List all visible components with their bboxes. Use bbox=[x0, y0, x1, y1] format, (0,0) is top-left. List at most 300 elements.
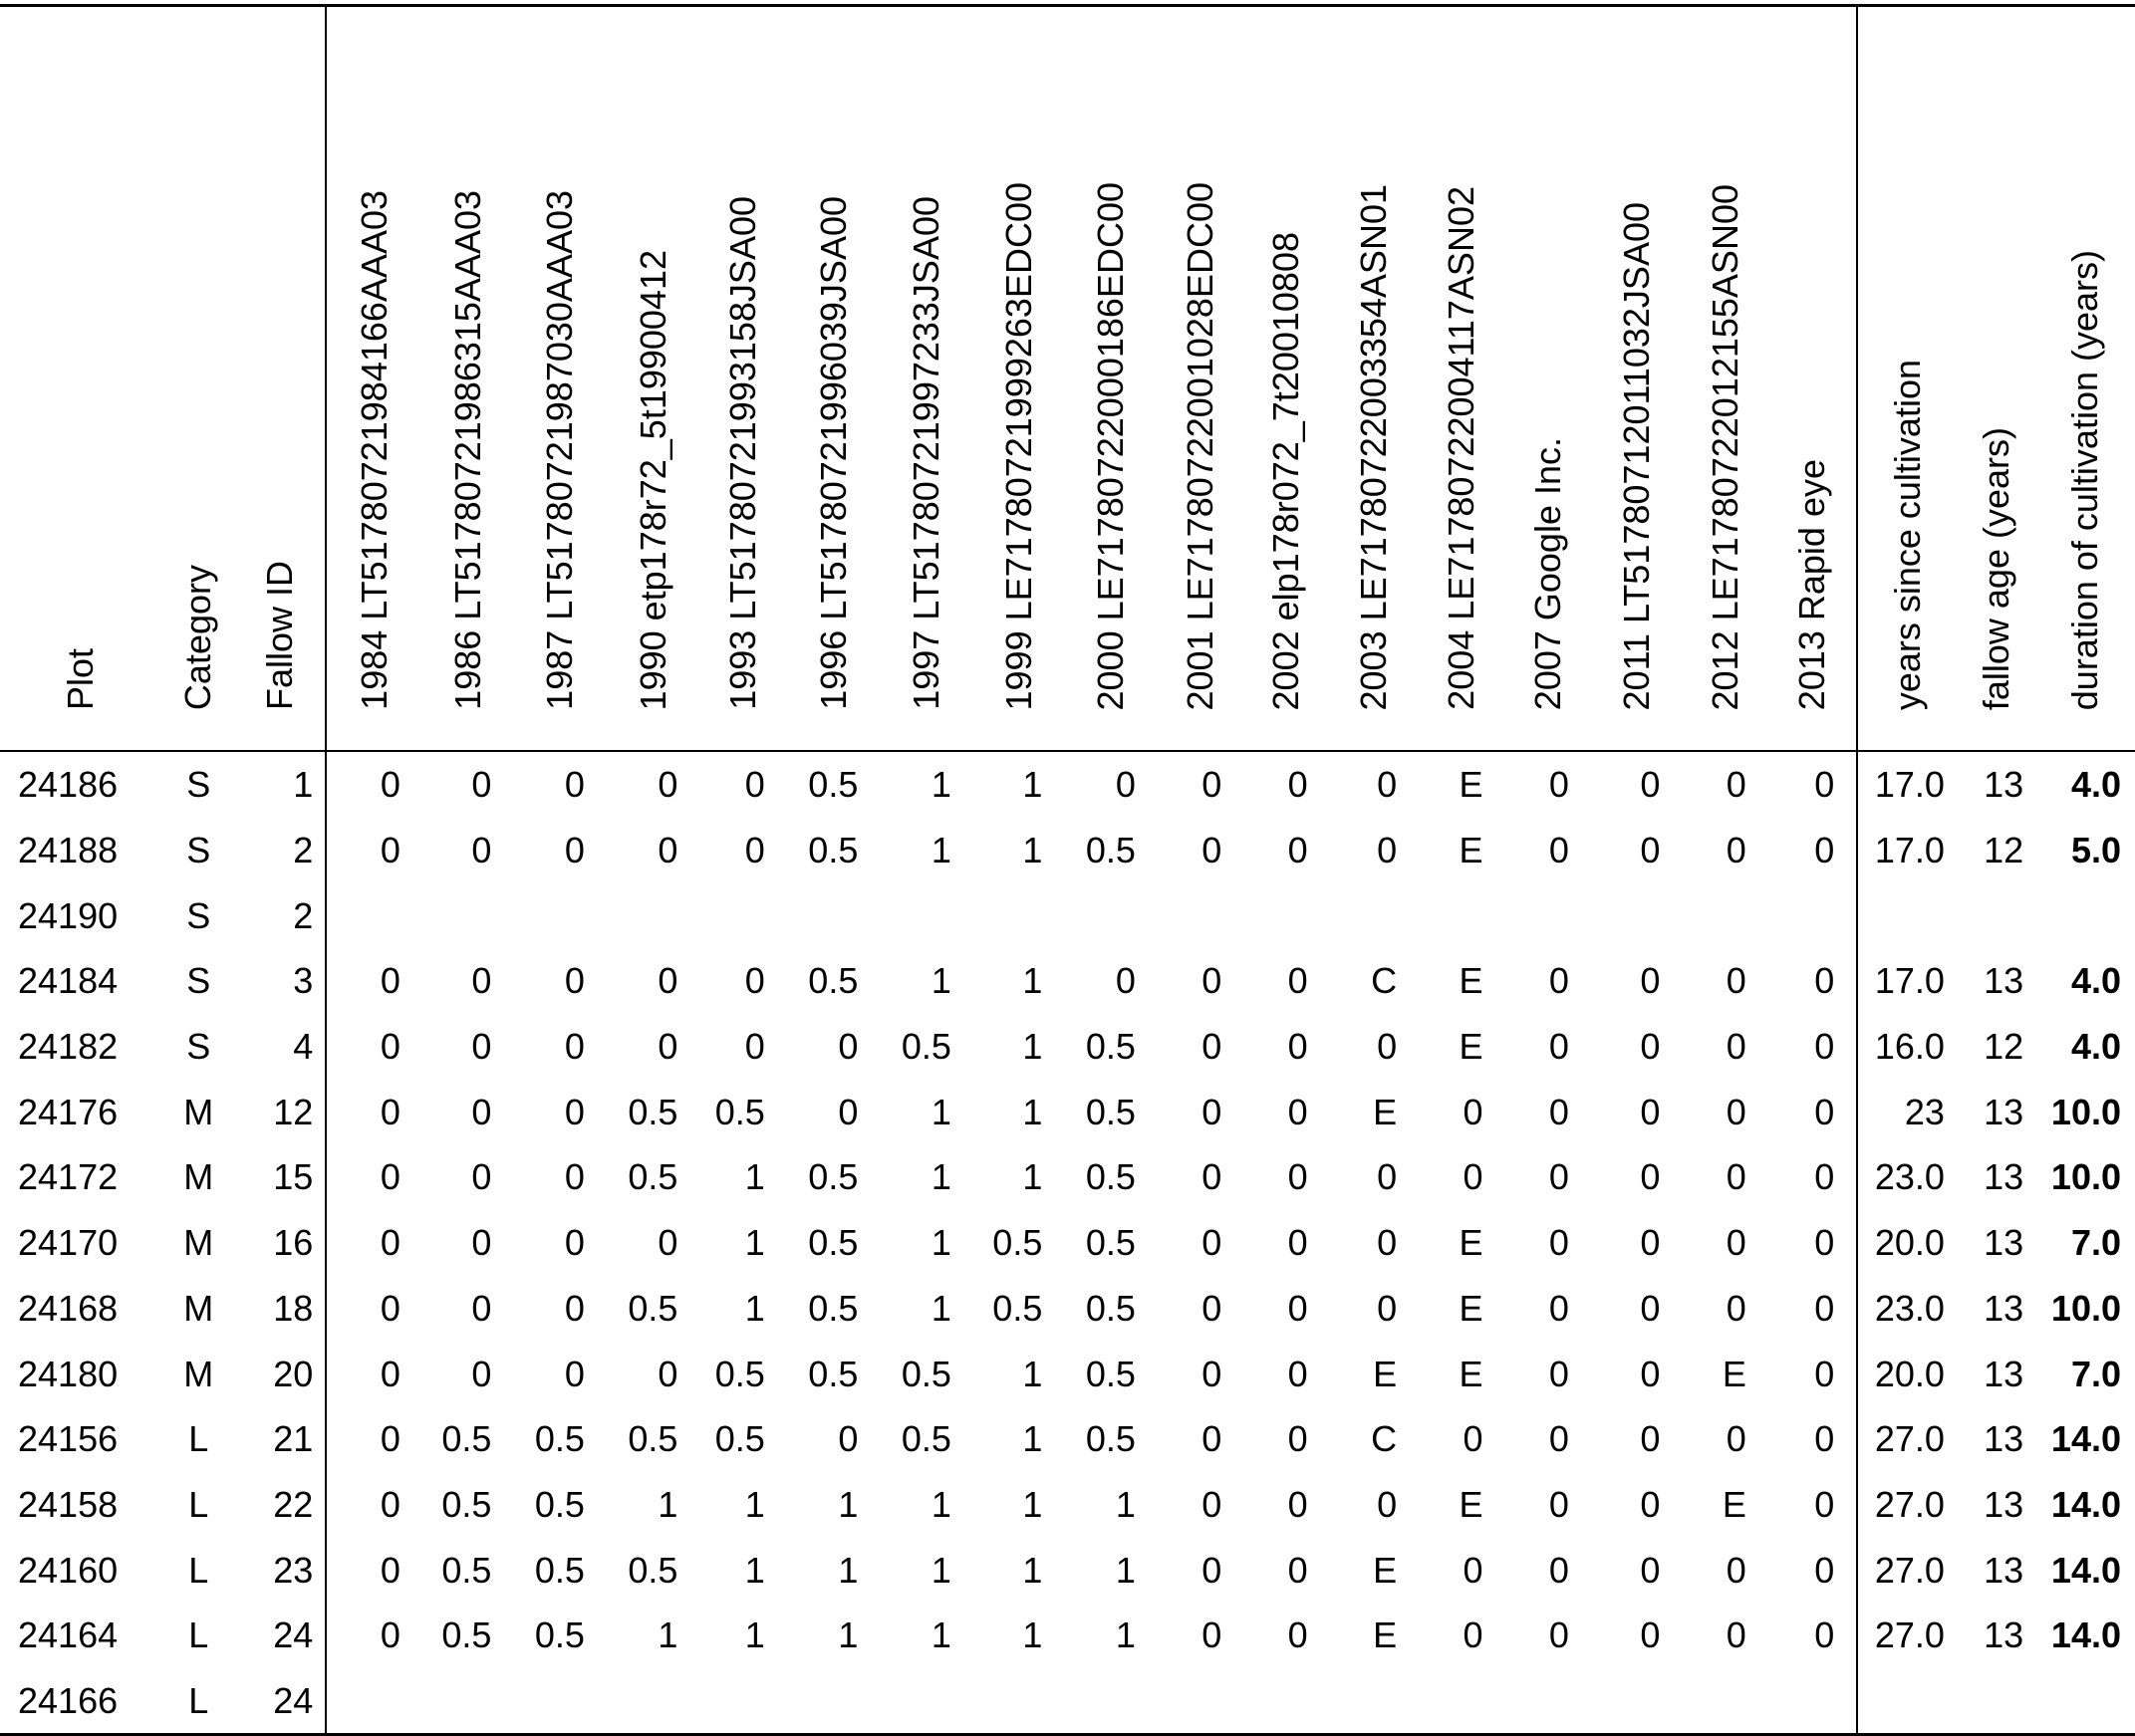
table-cell: 0.5 bbox=[628, 1091, 678, 1132]
table-cell: 0 bbox=[564, 1026, 585, 1068]
table-cell: 1 bbox=[838, 1483, 859, 1525]
table-cell: 24166 bbox=[18, 1679, 119, 1721]
table-cell: 13 bbox=[1984, 1287, 2024, 1329]
column-header-label: 1997 LT51780721997233JSA00 bbox=[906, 196, 947, 710]
table-cell: S bbox=[186, 894, 211, 936]
table-cell: 0 bbox=[1287, 1026, 1308, 1068]
table-cell: E bbox=[1373, 1549, 1398, 1591]
table-cell bbox=[1158, 882, 1243, 948]
table-cell: 1 bbox=[293, 764, 314, 806]
table-cell: 0 bbox=[1640, 1091, 1661, 1132]
table-cell: 1 bbox=[931, 764, 951, 806]
table-cell: 0 bbox=[1640, 1353, 1661, 1394]
table-cell bbox=[607, 1668, 700, 1735]
column-header-label: duration of cultivation (years) bbox=[2064, 249, 2106, 710]
column-header bbox=[235, 6, 326, 752]
table-cell: S bbox=[186, 1026, 211, 1068]
table-cell: 0 bbox=[471, 1156, 492, 1198]
table-cell: 0 bbox=[1287, 1091, 1308, 1132]
column-header-label: 2004 LE71780722004117ASN02 bbox=[1441, 186, 1482, 710]
table-cell: 23 bbox=[1904, 1091, 1945, 1132]
table-cell bbox=[1419, 1668, 1504, 1735]
table-row bbox=[0, 882, 2135, 948]
table-cell: E bbox=[1722, 1483, 1746, 1525]
table-cell bbox=[1591, 882, 1682, 948]
column-header bbox=[1768, 6, 1857, 752]
table-cell: 0 bbox=[564, 960, 585, 1002]
table-cell: 0 bbox=[658, 1222, 678, 1264]
table-cell: 0.5 bbox=[992, 1222, 1043, 1264]
table-cell: 24186 bbox=[18, 764, 119, 806]
table-cell: 24158 bbox=[18, 1483, 119, 1525]
table-cell: E bbox=[1373, 1353, 1398, 1394]
table-cell bbox=[1505, 882, 1591, 948]
column-header bbox=[607, 6, 700, 752]
column-header bbox=[1243, 6, 1329, 752]
table-cell: 4.0 bbox=[2070, 1026, 2121, 1068]
table-cell: 0.5 bbox=[441, 1614, 492, 1656]
table-cell: 10.0 bbox=[2050, 1287, 2121, 1329]
table-cell: 24 bbox=[273, 1679, 314, 1721]
table-cell: 24156 bbox=[18, 1418, 119, 1460]
table-cell: 0 bbox=[326, 1079, 422, 1144]
table-cell bbox=[1330, 882, 1419, 948]
table-cell: 0 bbox=[564, 830, 585, 871]
table-cell: E bbox=[1373, 1614, 1398, 1656]
table-cell: 1 bbox=[1022, 1156, 1043, 1198]
table-cell: 0 bbox=[658, 960, 678, 1002]
table-cell: 0 bbox=[564, 1222, 585, 1264]
table-cell: 0.5 bbox=[714, 1353, 765, 1394]
table-cell: 27.0 bbox=[1874, 1418, 1945, 1460]
table-cell: 0 bbox=[1377, 830, 1398, 871]
table-cell: 0 bbox=[658, 830, 678, 871]
table-cell: 0 bbox=[658, 764, 678, 806]
table-cell bbox=[880, 882, 973, 948]
column-header bbox=[162, 6, 235, 752]
table-cell: 24 bbox=[273, 1614, 314, 1656]
table-cell: 24172 bbox=[18, 1156, 119, 1198]
table-cell: 0 bbox=[1640, 1614, 1661, 1656]
table-cell: M bbox=[183, 1091, 214, 1132]
table-cell bbox=[699, 882, 786, 948]
table-cell: 0.5 bbox=[808, 1353, 859, 1394]
table-cell: 0 bbox=[564, 764, 585, 806]
table-cell: 1 bbox=[744, 1156, 765, 1198]
table-cell: 0 bbox=[1377, 764, 1398, 806]
table-cell: 0 bbox=[326, 1210, 422, 1276]
table-cell: 0.5 bbox=[808, 1156, 859, 1198]
table-cell: 0 bbox=[1548, 1353, 1569, 1394]
table-cell: 0 bbox=[564, 1353, 585, 1394]
table-cell: 0 bbox=[1726, 1222, 1746, 1264]
table-cell: 0 bbox=[1201, 1222, 1222, 1264]
table-cell: 7.0 bbox=[2070, 1353, 2121, 1394]
table-row bbox=[0, 1210, 2135, 1276]
table-cell: 14.0 bbox=[2050, 1549, 2121, 1591]
table-cell: 0 bbox=[1287, 1222, 1308, 1264]
table-cell: 13 bbox=[1984, 1614, 2024, 1656]
table-cell: 0 bbox=[1768, 1472, 1857, 1538]
table-cell: 13 bbox=[1984, 764, 2024, 806]
table-cell: 0.5 bbox=[901, 1026, 951, 1068]
table-cell: 1 bbox=[1022, 1614, 1043, 1656]
table-cell: 0 bbox=[471, 1287, 492, 1329]
table-cell: 0 bbox=[1201, 1156, 1222, 1198]
table-cell bbox=[422, 882, 513, 948]
table-cell: 1 bbox=[744, 1222, 765, 1264]
table-cell bbox=[1243, 1668, 1329, 1735]
table-cell: 1 bbox=[1022, 1353, 1043, 1394]
table-cell: 13 bbox=[1984, 1549, 2024, 1591]
table-cell: 0 bbox=[1463, 1091, 1483, 1132]
table-cell: 1 bbox=[931, 1287, 951, 1329]
table-cell: L bbox=[188, 1549, 209, 1591]
table-cell: 1 bbox=[1022, 1418, 1043, 1460]
table-cell: 1 bbox=[658, 1483, 678, 1525]
table-cell: 0 bbox=[471, 1026, 492, 1068]
column-header bbox=[1505, 6, 1591, 752]
table-cell: 0 bbox=[1201, 1614, 1222, 1656]
table-cell: L bbox=[188, 1418, 209, 1460]
table-cell bbox=[973, 1668, 1064, 1735]
table-cell: 0 bbox=[1640, 960, 1661, 1002]
table-cell: 0 bbox=[1287, 1156, 1308, 1198]
table-cell: 0.5 bbox=[1085, 1418, 1136, 1460]
table-cell: 0 bbox=[1726, 1091, 1746, 1132]
table-cell: 14.0 bbox=[2050, 1418, 2121, 1460]
table-row bbox=[0, 1014, 2135, 1080]
table-cell: 0 bbox=[744, 764, 765, 806]
table-cell: 0 bbox=[564, 1156, 585, 1198]
table-row bbox=[0, 1079, 2135, 1144]
table-cell: 0 bbox=[744, 1026, 765, 1068]
table-cell: 0 bbox=[1463, 1418, 1483, 1460]
column-header-label: 1984 LT51780721984166AAA03 bbox=[354, 190, 396, 710]
table-cell: 0 bbox=[1201, 1483, 1222, 1525]
table-cell: 0 bbox=[326, 751, 422, 818]
table-cell: 0.5 bbox=[1085, 1091, 1136, 1132]
column-header-label: 2007 Google Inc. bbox=[1526, 436, 1568, 710]
table-cell: 0 bbox=[326, 1276, 422, 1342]
table-cell: 0 bbox=[471, 1222, 492, 1264]
table-cell: 1 bbox=[744, 1483, 765, 1525]
table-cell: 0.5 bbox=[441, 1483, 492, 1525]
table-cell bbox=[1591, 1668, 1682, 1735]
table-cell: 0 bbox=[1377, 1156, 1398, 1198]
table-cell: 0.5 bbox=[901, 1353, 951, 1394]
table-cell: 0.5 bbox=[808, 1287, 859, 1329]
table-cell bbox=[513, 882, 607, 948]
table-cell: E bbox=[1722, 1353, 1746, 1394]
table-cell: 10.0 bbox=[2050, 1091, 2121, 1132]
table-cell: 0.5 bbox=[441, 1418, 492, 1460]
table-cell: 0 bbox=[1548, 1483, 1569, 1525]
table-cell: 0 bbox=[1726, 1156, 1746, 1198]
table-cell bbox=[326, 882, 422, 948]
table-cell: 0 bbox=[1287, 1483, 1308, 1525]
table-cell: 1 bbox=[1022, 1483, 1043, 1525]
table-cell: 0 bbox=[1201, 960, 1222, 1002]
table-cell: 0 bbox=[1115, 764, 1136, 806]
table-cell: 0 bbox=[1201, 1353, 1222, 1394]
table-row bbox=[0, 1341, 2135, 1406]
table-cell: 13 bbox=[1984, 1091, 2024, 1132]
data-table bbox=[0, 4, 2135, 1736]
table-cell: 24164 bbox=[18, 1614, 119, 1656]
table-cell: 1 bbox=[1115, 1549, 1136, 1591]
table-cell: 0 bbox=[1287, 830, 1308, 871]
table-cell: 0 bbox=[658, 1353, 678, 1394]
table-cell: 0 bbox=[1640, 1026, 1661, 1068]
column-header-label: 1986 LT51780721986315AAA03 bbox=[446, 190, 488, 710]
table-cell: 4.0 bbox=[2070, 764, 2121, 806]
column-header bbox=[1419, 6, 1504, 752]
table-cell: 0.5 bbox=[1085, 1156, 1136, 1198]
table-cell: 24184 bbox=[18, 960, 119, 1002]
table-cell: E bbox=[1459, 1026, 1483, 1068]
table-cell: 0 bbox=[1201, 1287, 1222, 1329]
table-cell bbox=[1158, 1668, 1243, 1735]
table-row bbox=[0, 1668, 2135, 1735]
table-cell: 2 bbox=[293, 830, 314, 871]
table-cell: 1 bbox=[1022, 830, 1043, 871]
column-header bbox=[787, 6, 881, 752]
table-cell bbox=[1064, 1668, 1158, 1735]
column-header bbox=[1064, 6, 1158, 752]
table-cell bbox=[880, 1668, 973, 1735]
table-cell: 0 bbox=[1287, 1549, 1308, 1591]
table-row bbox=[0, 1472, 2135, 1538]
table-cell: 0 bbox=[1377, 1026, 1398, 1068]
table-cell: 21 bbox=[273, 1418, 314, 1460]
table-cell bbox=[1330, 1668, 1419, 1735]
table-cell: 24176 bbox=[18, 1091, 119, 1132]
table-cell: 0.5 bbox=[714, 1418, 765, 1460]
column-header-label: 2000 LE71780722000186EDC00 bbox=[1090, 181, 1132, 710]
table-cell: 1 bbox=[931, 1091, 951, 1132]
table-cell: 0 bbox=[1463, 1549, 1483, 1591]
table-cell: 0 bbox=[1640, 1156, 1661, 1198]
column-header bbox=[1158, 6, 1243, 752]
table-cell: 0 bbox=[838, 1026, 859, 1068]
table-cell: 0 bbox=[1640, 830, 1661, 871]
table-cell: 0 bbox=[1640, 1222, 1661, 1264]
table-cell: 0.5 bbox=[534, 1549, 585, 1591]
table-cell: 0.5 bbox=[628, 1287, 678, 1329]
table-cell: M bbox=[183, 1156, 214, 1198]
column-header-label: 1987 LT51780721987030AAA03 bbox=[539, 190, 581, 710]
column-header-label: 2001 LE71780722001028EDC00 bbox=[1180, 181, 1221, 710]
table-cell: 0 bbox=[1726, 1614, 1746, 1656]
table-cell bbox=[787, 882, 881, 948]
table-cell: 0 bbox=[1201, 830, 1222, 871]
table-cell bbox=[699, 1668, 786, 1735]
table-cell: 0 bbox=[1768, 751, 1857, 818]
table-cell: 0.5 bbox=[534, 1483, 585, 1525]
column-header bbox=[1957, 6, 2035, 752]
table-cell: 0 bbox=[1726, 1026, 1746, 1068]
table-cell: 0 bbox=[471, 1353, 492, 1394]
table-cell bbox=[513, 1668, 607, 1735]
table-cell: 1 bbox=[744, 1614, 765, 1656]
table-cell: C bbox=[1371, 960, 1398, 1002]
table-cell: 20.0 bbox=[1874, 1353, 1945, 1394]
table-cell: 0 bbox=[1287, 1353, 1308, 1394]
column-header-label: 2002 elp178r072_7t20010808 bbox=[1265, 231, 1307, 710]
table-cell: 0 bbox=[326, 1537, 422, 1603]
table-cell: 1 bbox=[1115, 1483, 1136, 1525]
table-cell: 0 bbox=[1548, 1614, 1569, 1656]
table-cell: 0.5 bbox=[441, 1549, 492, 1591]
table-cell bbox=[2035, 1668, 2135, 1735]
table-cell: 0 bbox=[471, 830, 492, 871]
table-cell: 1 bbox=[838, 1614, 859, 1656]
column-header-label: 1996 LT51780721996039JSA00 bbox=[812, 196, 854, 710]
table-row bbox=[0, 751, 2135, 818]
table-cell: 0 bbox=[1640, 1483, 1661, 1525]
column-header-label: 1990 etp178r72_5t19900412 bbox=[632, 249, 673, 710]
table-cell: E bbox=[1459, 764, 1483, 806]
table-cell: 0 bbox=[1548, 1287, 1569, 1329]
table-cell: 23.0 bbox=[1874, 1287, 1945, 1329]
table-cell: 0 bbox=[1377, 1222, 1398, 1264]
table-cell: 1 bbox=[1022, 1026, 1043, 1068]
table-cell: 0 bbox=[1768, 1210, 1857, 1276]
table-cell bbox=[1768, 882, 1857, 948]
table-cell: 0 bbox=[1201, 1026, 1222, 1068]
table-cell: 1 bbox=[1115, 1614, 1136, 1656]
table-cell: 14.0 bbox=[2050, 1614, 2121, 1656]
table-cell: E bbox=[1459, 1222, 1483, 1264]
table-cell: 0.5 bbox=[808, 1222, 859, 1264]
table-cell: 0 bbox=[326, 1406, 422, 1472]
table-cell: 0 bbox=[1768, 1276, 1857, 1342]
table-cell: 0 bbox=[1201, 1549, 1222, 1591]
column-header-label: Category bbox=[177, 564, 219, 710]
table-cell: 1 bbox=[1022, 960, 1043, 1002]
table-cell: E bbox=[1459, 830, 1483, 871]
header-row bbox=[0, 6, 2135, 752]
table-cell: 1 bbox=[931, 1156, 951, 1198]
table-row bbox=[0, 1144, 2135, 1210]
table-cell: 3 bbox=[293, 960, 314, 1002]
table-cell: 0 bbox=[1548, 1091, 1569, 1132]
table-cell: 0.5 bbox=[534, 1418, 585, 1460]
table-cell bbox=[1682, 882, 1767, 948]
table-cell bbox=[1064, 882, 1158, 948]
table-cell: 0 bbox=[1768, 818, 1857, 883]
table-cell: 1 bbox=[931, 1614, 951, 1656]
table-cell: 0 bbox=[1201, 1418, 1222, 1460]
table-cell: 1 bbox=[931, 1483, 951, 1525]
table-cell: 23.0 bbox=[1874, 1156, 1945, 1198]
column-header bbox=[326, 6, 422, 752]
table-cell: 27.0 bbox=[1874, 1549, 1945, 1591]
table-cell: 10.0 bbox=[2050, 1156, 2121, 1198]
table-cell: 17.0 bbox=[1874, 830, 1945, 871]
table-cell: 0 bbox=[326, 818, 422, 883]
table-cell: 0 bbox=[838, 1418, 859, 1460]
table-cell: 13 bbox=[1984, 1222, 2024, 1264]
table-cell: 0.5 bbox=[534, 1614, 585, 1656]
table-cell bbox=[973, 882, 1064, 948]
table-cell: 0 bbox=[564, 1091, 585, 1132]
table-body bbox=[0, 751, 2135, 1735]
table-cell: 0 bbox=[1640, 1549, 1661, 1591]
table-cell: 13 bbox=[1984, 1418, 2024, 1460]
table-cell: 13 bbox=[1984, 1353, 2024, 1394]
column-header bbox=[1591, 6, 1682, 752]
table-cell: 0 bbox=[1768, 1537, 1857, 1603]
table-cell bbox=[1682, 1668, 1767, 1735]
table-cell: 0 bbox=[1287, 1418, 1308, 1460]
table-cell: C bbox=[1371, 1418, 1398, 1460]
table-cell: 0 bbox=[1768, 1603, 1857, 1668]
table-cell: 23 bbox=[273, 1549, 314, 1591]
table-cell: 0 bbox=[1201, 764, 1222, 806]
table-cell: 0 bbox=[1768, 1079, 1857, 1144]
table-cell: 0 bbox=[1548, 1418, 1569, 1460]
table-cell: 14.0 bbox=[2050, 1483, 2121, 1525]
table-cell: M bbox=[183, 1222, 214, 1264]
table-cell: 0 bbox=[1640, 764, 1661, 806]
table-cell: 0 bbox=[1548, 1549, 1569, 1591]
table-cell: 0 bbox=[1726, 764, 1746, 806]
table-cell: 27.0 bbox=[1874, 1614, 1945, 1656]
column-header-label: fallow age (years) bbox=[1975, 426, 2016, 710]
table-cell: 0 bbox=[1115, 960, 1136, 1002]
table-cell: S bbox=[186, 764, 211, 806]
table-cell: L bbox=[188, 1483, 209, 1525]
table-cell: L bbox=[188, 1614, 209, 1656]
table-cell: S bbox=[186, 960, 211, 1002]
table-cell: S bbox=[186, 830, 211, 871]
table-cell: 0 bbox=[1768, 1144, 1857, 1210]
table-cell: 0 bbox=[1768, 1406, 1857, 1472]
table-cell bbox=[1505, 1668, 1591, 1735]
table-cell: 0 bbox=[326, 948, 422, 1014]
table-cell: 0 bbox=[1640, 1418, 1661, 1460]
column-header bbox=[699, 6, 786, 752]
table-cell: 0 bbox=[1377, 1483, 1398, 1525]
table-cell: 0.5 bbox=[628, 1156, 678, 1198]
column-header-label: 1999 LE71780721999263EDC00 bbox=[997, 181, 1039, 710]
table-cell: 0.5 bbox=[628, 1549, 678, 1591]
column-header bbox=[973, 6, 1064, 752]
table-cell bbox=[422, 1668, 513, 1735]
table-cell: 24182 bbox=[18, 1026, 119, 1068]
table-cell: 0 bbox=[1726, 1287, 1746, 1329]
table-cell: 1 bbox=[931, 1549, 951, 1591]
table-cell: 17.0 bbox=[1874, 764, 1945, 806]
table-cell: 12 bbox=[273, 1091, 314, 1132]
table-cell: 0.5 bbox=[808, 764, 859, 806]
table-cell: 16 bbox=[273, 1222, 314, 1264]
table-cell: 0 bbox=[1201, 1091, 1222, 1132]
table-cell: 0 bbox=[471, 1091, 492, 1132]
table-cell: 0 bbox=[326, 1014, 422, 1080]
table-cell: 0 bbox=[658, 1026, 678, 1068]
table-cell: 0 bbox=[326, 1144, 422, 1210]
table-cell: 0.5 bbox=[901, 1418, 951, 1460]
column-header-label: 2003 LE71780722003354ASN01 bbox=[1353, 183, 1395, 710]
table-cell: 0 bbox=[1548, 1026, 1569, 1068]
table-cell: 0 bbox=[1548, 764, 1569, 806]
table-cell: 24160 bbox=[18, 1549, 119, 1591]
table-cell: 0 bbox=[1548, 1156, 1569, 1198]
column-header bbox=[0, 6, 162, 752]
